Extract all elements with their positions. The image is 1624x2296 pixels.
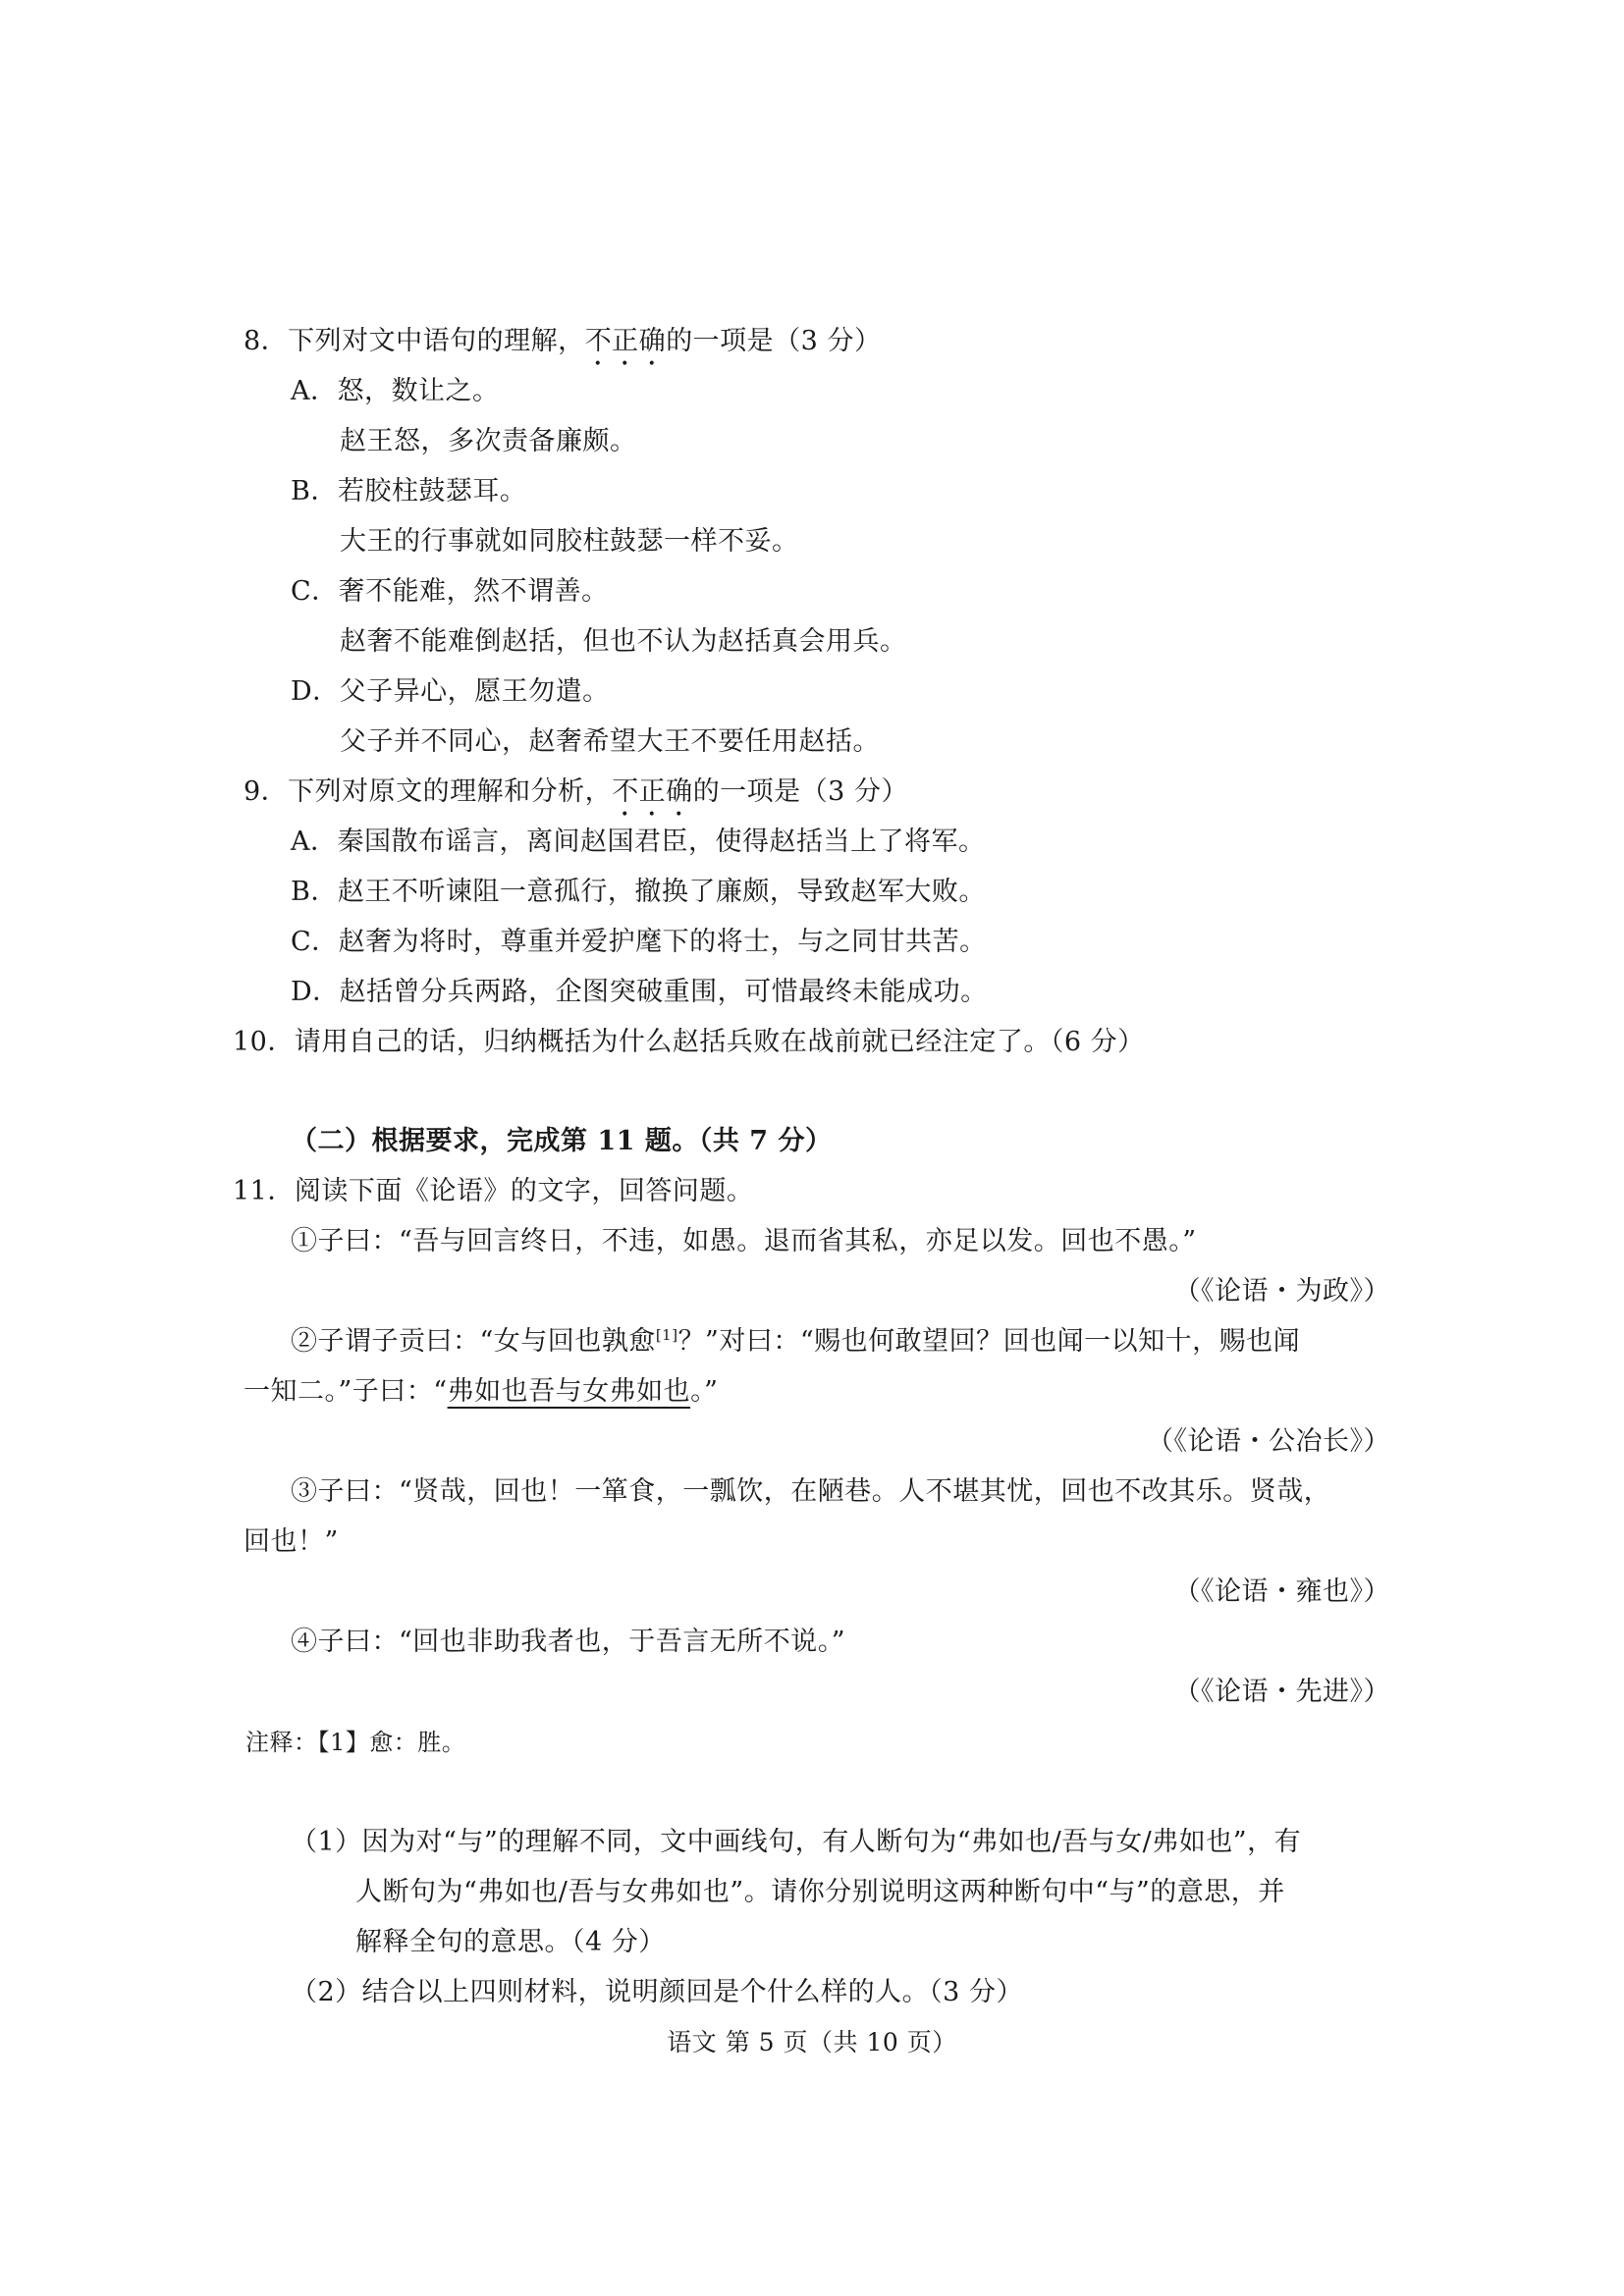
q11-passage-4: ④子曰：“回也非助我者也，于吾言无所不说。” <box>291 1627 846 1657</box>
q8-option-a: A．怒，数让之。 <box>291 376 500 406</box>
q9-option-a: A．秦国散布谣言，离间赵国君臣，使得赵括当上了将军。 <box>291 827 986 857</box>
q9-option-d: D．赵括曾分兵两路，企图突破重围，可惜最终未能成功。 <box>291 977 988 1007</box>
q11-sub1-line-2: 人断句为“弗如也/吾与女弗如也”。请你分别说明这两种断句中“与”的意思，并 <box>355 1877 1285 1907</box>
q11-passage-4-source: （《论语・先进》） <box>1173 1677 1390 1707</box>
q8-stem-emphasis: 不正确 <box>584 326 667 356</box>
q8-stem-text: 8．下列对文中语句的理解， <box>244 326 585 356</box>
section-heading: （二）根据要求，完成第 11 题。（共 7 分） <box>291 1126 833 1156</box>
underlined-sentence: 弗如也吾与女弗如也 <box>447 1376 691 1407</box>
q9-option-b: B．赵王不听谏阻一意孤行，撤换了廉颇，导致赵军大败。 <box>291 877 986 907</box>
q11-sub1-line-1: （1）因为对“与”的理解不同，文中画线句，有人断句为“弗如也/吾与女/弗如也”，有 <box>291 1827 1302 1857</box>
q9-stem-text: 9．下列对原文的理解和分析， <box>244 776 613 807</box>
q11-passage-3-line-1: ③子曰：“贤哉，回也！一箪食，一瓢饮，在陋巷。人不堪其忧，回也不改其乐。贤哉， <box>291 1476 1331 1507</box>
q10-stem: 10．请用自己的话，归纳概括为什么赵括兵败在战前就已经注定了。（6 分） <box>233 1027 1145 1057</box>
q9-stem-score: 的一项是（3 分） <box>692 776 908 807</box>
q8-option-d-translation: 父子并不同心，赵奢希望大王不要任用赵括。 <box>340 726 880 757</box>
q8-option-c-translation: 赵奢不能难倒赵括，但也不认为赵括真会用兵。 <box>340 626 907 657</box>
q11-sub2: （2）结合以上四则材料，说明颜回是个什么样的人。（3 分） <box>291 1977 1023 2007</box>
q9-option-c: C．赵奢为将时，尊重并爱护麾下的将士，与之同甘共苦。 <box>291 927 987 957</box>
q11-passage-2-source: （《论语・公冶长》） <box>1147 1426 1390 1457</box>
passage-2-text-2: 一知二。”子曰：“ <box>244 1376 448 1407</box>
q8-option-b: B．若胶柱鼓瑟耳。 <box>291 476 527 507</box>
q11-passage-3-source: （《论语・雍也》） <box>1173 1576 1390 1607</box>
q8-option-a-translation: 赵王怒，多次责备廉颇。 <box>340 426 637 456</box>
q11-sub1-line-3: 解释全句的意思。（4 分） <box>355 1927 666 1957</box>
footnote: 注释：【1】愈：胜。 <box>245 1729 466 1756</box>
q11-stem: 11．阅读下面《论语》的文字，回答问题。 <box>233 1176 754 1206</box>
q11-passage-1: ①子曰：“吾与回言终日，不违，如愚。退而省其私，亦足以发。回也不愚。” <box>291 1226 1197 1256</box>
q11-passage-1-source: （《论语・为政》） <box>1173 1276 1390 1307</box>
q9-stem <box>244 774 908 823</box>
q11-passage-2-line-2 <box>244 1374 718 1410</box>
q9-stem-emphasis: 不正确 <box>612 776 693 807</box>
passage-2-text-cont: ？”对曰：“赐也何敢望回？回也闻一以知十，赐也闻 <box>677 1326 1301 1357</box>
q11-passage-2-line-1 <box>291 1324 1300 1360</box>
passage-2-text: ②子谓子贡曰：“女与回也孰愈 <box>291 1326 656 1357</box>
q8-stem <box>244 324 881 372</box>
q8-option-d: D．父子异心，愿王勿遣。 <box>291 676 610 707</box>
footnote-marker: [1] <box>655 1326 678 1344</box>
passage-2-text-end: 。” <box>690 1376 719 1407</box>
q8-stem-score: 的一项是（3 分） <box>666 326 882 356</box>
page-footer: 语文 第 5 页（共 10 页） <box>667 2028 957 2056</box>
q11-passage-3-line-2: 回也！” <box>244 1526 339 1557</box>
q8-option-c: C．奢不能难，然不谓善。 <box>291 576 609 607</box>
q8-option-b-translation: 大王的行事就如同胶柱鼓瑟一样不妥。 <box>340 526 799 557</box>
